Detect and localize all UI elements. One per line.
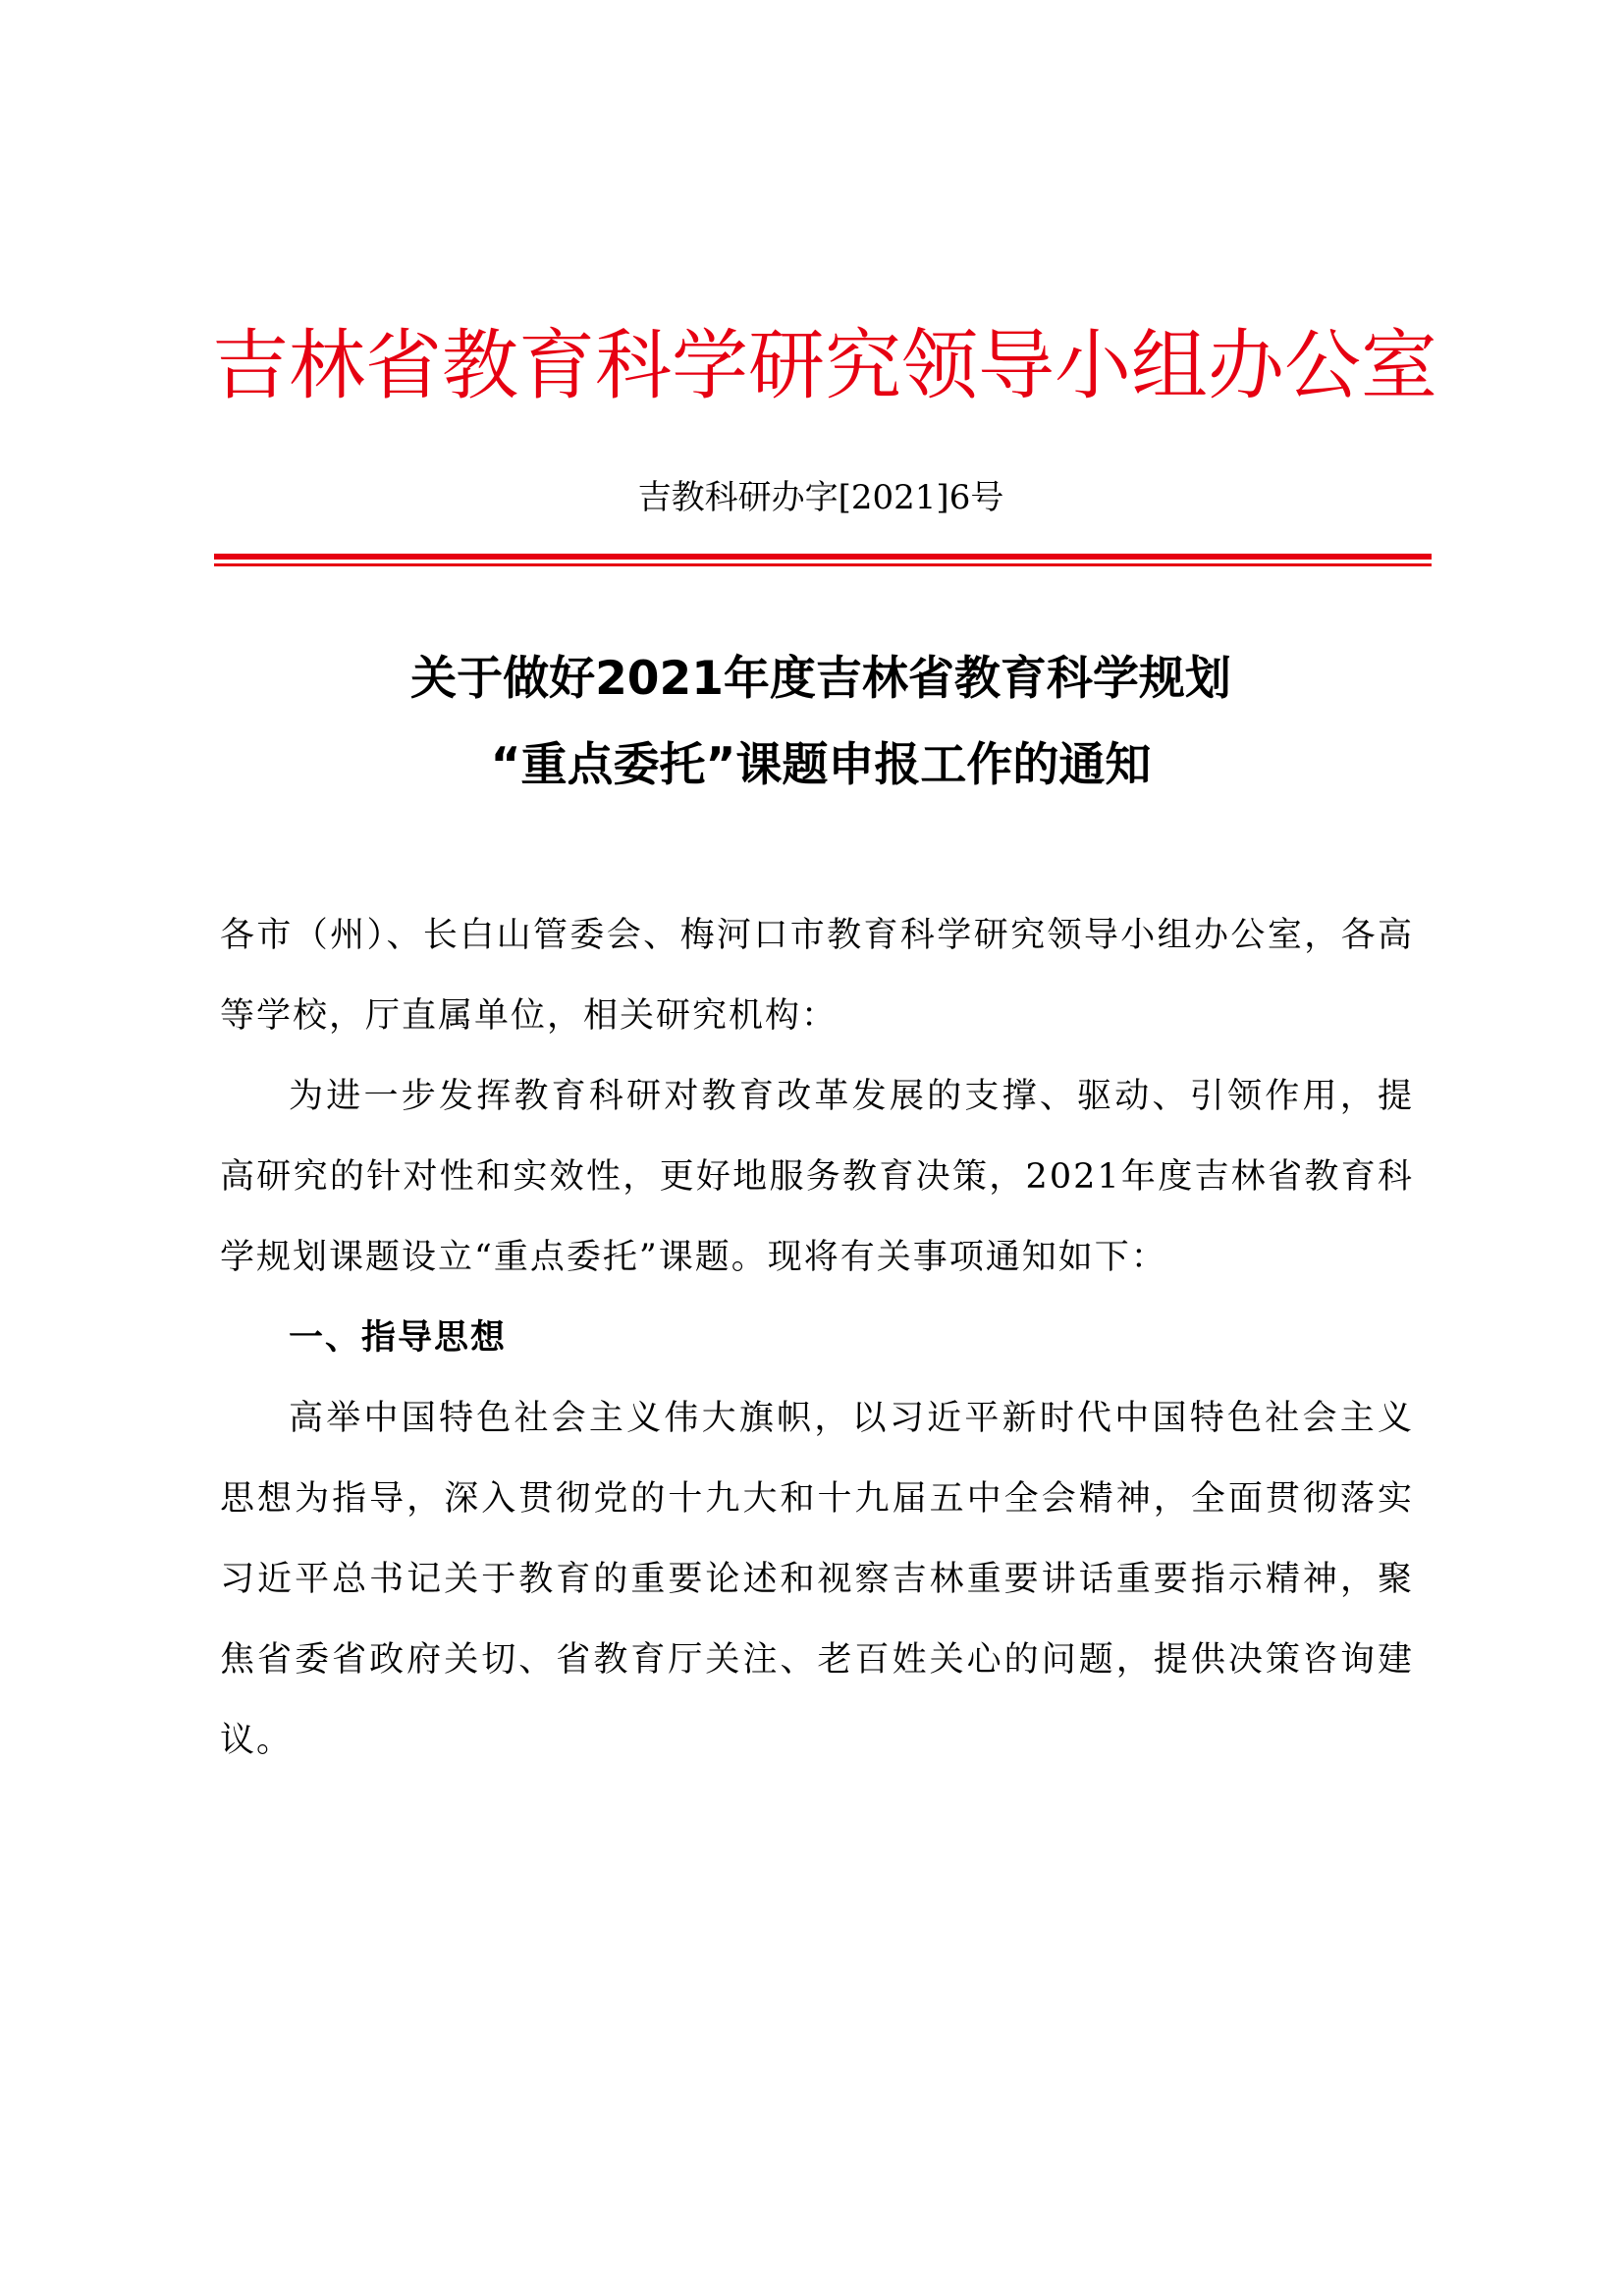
notice-title	[212, 636, 1430, 809]
section-1-paragraph: 高举中国特色社会主义伟大旗帜，以习近平新时代中国特色社会主义思想为指导，深入贯彻党的十九大和十九届五中全会精神，全面贯彻落实习近平总书记关于教育的重要论述和视察吉林重要讲话重要指示精神，聚焦省委省政府关切、省教育厅关注、老百姓关心的问题，提供决策咨询建议。	[220, 1399, 1414, 1760]
notice-title-line-2: “重点委托”课题申报工作的通知	[490, 738, 1152, 792]
notice-title-line-1: 关于做好2021年度吉林省教育科学规划	[410, 652, 1231, 706]
intro-paragraph: 为进一步发挥教育科研对教育改革发展的支撑、驱动、引领作用，提高研究的针对性和实效性，更好地服务教育决策，2021年度吉林省教育科学规划课题设立“重点委托”课题。现将有关事项通知如下：	[220, 1077, 1414, 1277]
red-header-rule-thick	[214, 554, 1432, 560]
section-1-heading: 一、指导思想	[289, 1318, 508, 1358]
document-number: 吉教科研办字[2021]6号	[637, 478, 1004, 517]
red-header-rule-thin	[214, 563, 1432, 566]
issuing-organization-title: 吉林省教育科学研究领导小组办公室	[212, 322, 1438, 410]
document-body	[220, 895, 1414, 1781]
addressee-paragraph: 各市（州）、长白山管委会、梅河口市教育科学研究领导小组办公室，各高等学校，厅直属单位，相关研究机构：	[220, 916, 1414, 1036]
